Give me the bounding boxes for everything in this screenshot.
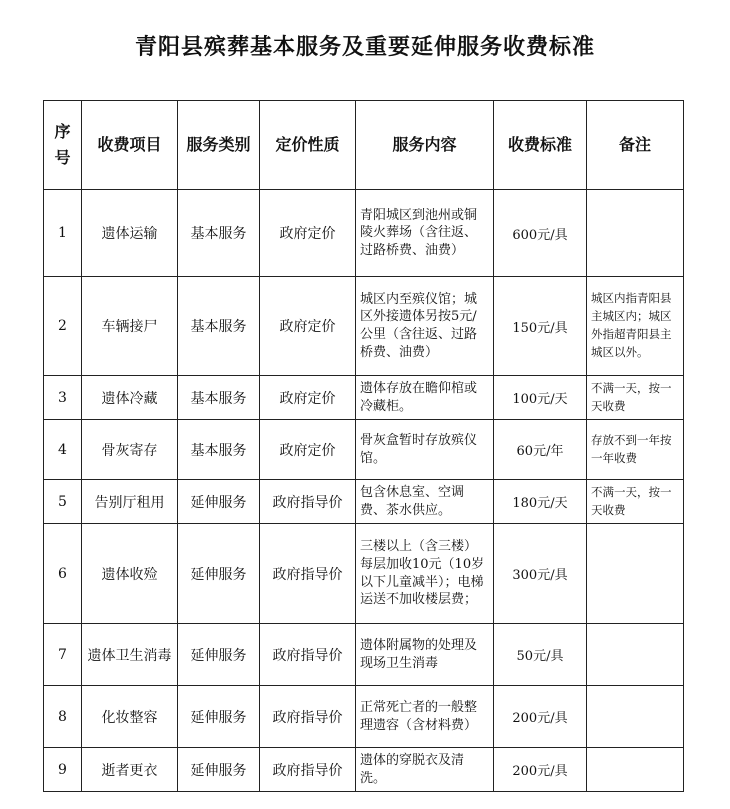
cell-note xyxy=(587,748,684,792)
cell-content: 三楼以上（含三楼）每层加收10元（10岁以下儿童减半）；电梯运送不加收楼层费； xyxy=(356,524,494,624)
cell-seq: 1 xyxy=(44,190,82,277)
cell-seq: 2 xyxy=(44,277,82,376)
cell-category: 基本服务 xyxy=(178,420,260,480)
cell-seq: 4 xyxy=(44,420,82,480)
header-pricing: 定价性质 xyxy=(260,101,356,190)
cell-pricing: 政府定价 xyxy=(260,190,356,277)
cell-category: 延伸服务 xyxy=(178,480,260,524)
table-row xyxy=(44,190,684,277)
header-note: 备注 xyxy=(587,101,684,190)
cell-content: 遗体存放在瞻仰棺或冷藏柜。 xyxy=(356,376,494,420)
cell-content: 包含休息室、空调费、茶水供应。 xyxy=(356,480,494,524)
table-row xyxy=(44,277,684,376)
cell-note: 存放不到一年按一年收费 xyxy=(587,420,684,480)
table-row xyxy=(44,376,684,420)
cell-content: 遗体的穿脱衣及清洗。 xyxy=(356,748,494,792)
cell-seq: 9 xyxy=(44,748,82,792)
cell-fee: 600元/具 xyxy=(494,190,587,277)
cell-item: 遗体冷藏 xyxy=(82,376,178,420)
cell-category: 延伸服务 xyxy=(178,686,260,748)
cell-item: 骨灰寄存 xyxy=(82,420,178,480)
cell-fee: 300元/具 xyxy=(494,524,587,624)
cell-pricing: 政府指导价 xyxy=(260,686,356,748)
cell-item: 化妆整容 xyxy=(82,686,178,748)
cell-pricing: 政府定价 xyxy=(260,277,356,376)
cell-item: 遗体运输 xyxy=(82,190,178,277)
cell-note xyxy=(587,190,684,277)
cell-category: 延伸服务 xyxy=(178,524,260,624)
cell-item: 车辆接尸 xyxy=(82,277,178,376)
header-fee: 收费标准 xyxy=(494,101,587,190)
cell-category: 延伸服务 xyxy=(178,624,260,686)
cell-pricing: 政府指导价 xyxy=(260,480,356,524)
document-title: 青阳县殡葬基本服务及重要延伸服务收费标准 xyxy=(134,35,595,60)
cell-category: 基本服务 xyxy=(178,277,260,376)
cell-seq: 5 xyxy=(44,480,82,524)
cell-category: 延伸服务 xyxy=(178,748,260,792)
cell-content: 城区内至殡仪馆；城区外接遗体另按5元/公里（含往返、过路桥费、油费） xyxy=(356,277,494,376)
cell-category: 基本服务 xyxy=(178,376,260,420)
fee-table xyxy=(43,100,684,792)
table-row xyxy=(44,624,684,686)
table-row xyxy=(44,748,684,792)
cell-pricing: 政府指导价 xyxy=(260,748,356,792)
cell-item: 逝者更衣 xyxy=(82,748,178,792)
cell-content: 正常死亡者的一般整理遗容（含材料费） xyxy=(356,686,494,748)
cell-content: 青阳城区到池州或铜陵火葬场（含往返、过路桥费、油费） xyxy=(356,190,494,277)
cell-pricing: 政府指导价 xyxy=(260,624,356,686)
header-category: 服务类别 xyxy=(178,101,260,190)
cell-item: 告别厅租用 xyxy=(82,480,178,524)
cell-pricing: 政府定价 xyxy=(260,376,356,420)
cell-pricing: 政府指导价 xyxy=(260,524,356,624)
cell-note: 城区内指青阳县主城区内；城区外指超青阳县主城区以外。 xyxy=(587,277,684,376)
header-seq: 序号 xyxy=(44,101,82,190)
table-header-row xyxy=(44,101,684,190)
cell-content: 骨灰盒暂时存放殡仪馆。 xyxy=(356,420,494,480)
cell-item: 遗体收殓 xyxy=(82,524,178,624)
cell-fee: 50元/具 xyxy=(494,624,587,686)
table-row xyxy=(44,480,684,524)
cell-note: 不满一天，按一天收费 xyxy=(587,376,684,420)
cell-content: 遗体附属物的处理及现场卫生消毒 xyxy=(356,624,494,686)
header-item: 收费项目 xyxy=(82,101,178,190)
cell-note xyxy=(587,686,684,748)
cell-category: 基本服务 xyxy=(178,190,260,277)
cell-pricing: 政府定价 xyxy=(260,420,356,480)
header-content: 服务内容 xyxy=(356,101,494,190)
cell-fee: 180元/天 xyxy=(494,480,587,524)
cell-item: 遗体卫生消毒 xyxy=(82,624,178,686)
cell-seq: 8 xyxy=(44,686,82,748)
table-row xyxy=(44,524,684,624)
cell-seq: 6 xyxy=(44,524,82,624)
table-row xyxy=(44,420,684,480)
cell-fee: 150元/具 xyxy=(494,277,587,376)
cell-note: 不满一天，按一天收费 xyxy=(587,480,684,524)
cell-note xyxy=(587,624,684,686)
cell-fee: 60元/年 xyxy=(494,420,587,480)
cell-seq: 7 xyxy=(44,624,82,686)
table-row xyxy=(44,686,684,748)
cell-fee: 200元/具 xyxy=(494,748,587,792)
cell-fee: 100元/天 xyxy=(494,376,587,420)
cell-seq: 3 xyxy=(44,376,82,420)
cell-note xyxy=(587,524,684,624)
cell-fee: 200元/具 xyxy=(494,686,587,748)
